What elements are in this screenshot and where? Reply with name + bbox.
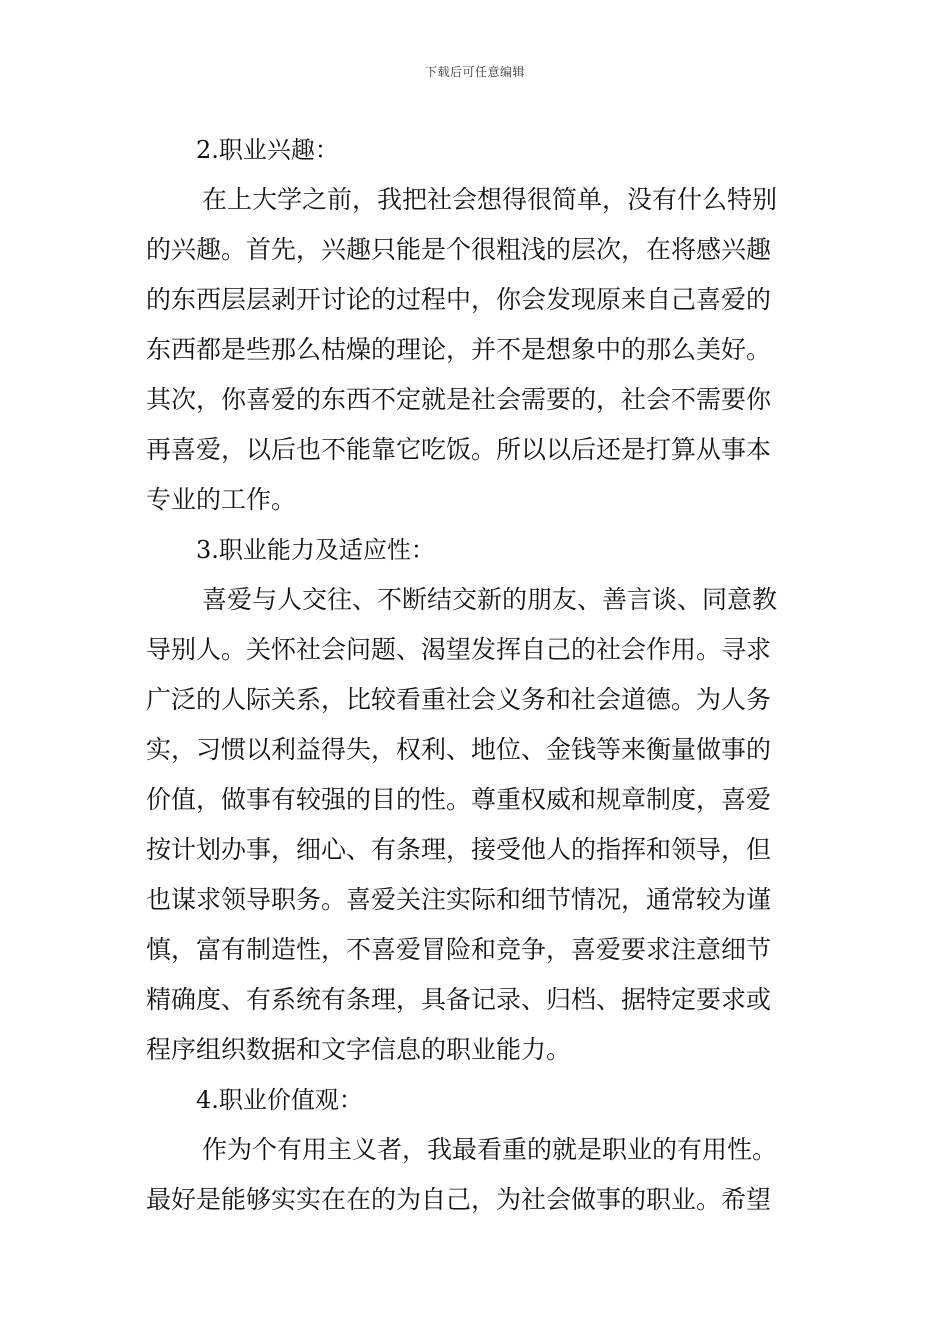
paragraph-line: 导别人。关怀社会问题、渴望发挥自己的社会作用。寻求	[146, 635, 772, 664]
paragraph-line: 专业的工作。	[146, 485, 297, 514]
section-heading-values: 4.职业价值观：	[196, 1086, 363, 1114]
paragraph-line: 喜爱与人交往、不断结交新的朋友、善言谈、同意教	[202, 585, 778, 614]
paragraph-line: 的东西层层剥开讨论的过程中，你会发现原来自己喜爱的	[146, 285, 772, 314]
paragraph-line: 最好是能够实实在在的为自己，为社会做事的职业。希望	[146, 1185, 772, 1214]
paragraph-line: 按计划办事，细心、有条理，接受他人的指挥和领导，但	[146, 835, 772, 864]
paragraph-line: 其次，你喜爱的东西不定就是社会需要的，社会不需要你	[146, 385, 772, 414]
paragraph-line: 在上大学之前，我把社会想得很简单，没有什么特别	[202, 185, 778, 214]
paragraph-line: 实，习惯以利益得失，权利、地位、金钱等来衡量做事的	[146, 735, 772, 764]
paragraph-line: 广泛的人际关系，比较看重社会义务和社会道德。为人务	[146, 685, 772, 714]
section-heading-ability: 3.职业能力及适应性：	[196, 536, 435, 564]
paragraph-line: 慎，富有制造性，不喜爱冒险和竞争，喜爱要求注意细节	[146, 935, 772, 964]
paragraph-line: 再喜爱，以后也不能靠它吃饭。所以以后还是打算从事本	[146, 435, 772, 464]
paragraph-line: 的兴趣。首先，兴趣只能是个很粗浅的层次，在将感兴趣	[146, 235, 772, 264]
page-header: 下载后可任意编辑	[424, 65, 525, 79]
paragraph-line: 价值，做事有较强的目的性。尊重权威和规章制度，喜爱	[146, 785, 772, 814]
paragraph-line: 程序组织数据和文字信息的职业能力。	[146, 1035, 572, 1064]
paragraph-line: 东西都是些那么枯燥的理论，并不是想象中的那么美好。	[146, 335, 772, 364]
paragraph-line: 精确度、有系统有条理，具备记录、归档、据特定要求或	[146, 985, 772, 1014]
section-heading-interest: 2.职业兴趣：	[196, 136, 339, 164]
document-body	[146, 125, 811, 1225]
paragraph-line: 作为个有用主义者，我最看重的就是职业的有用性。	[202, 1135, 778, 1164]
paragraph-line: 也谋求领导职务。喜爱关注实际和细节情况，通常较为谨	[146, 885, 772, 914]
